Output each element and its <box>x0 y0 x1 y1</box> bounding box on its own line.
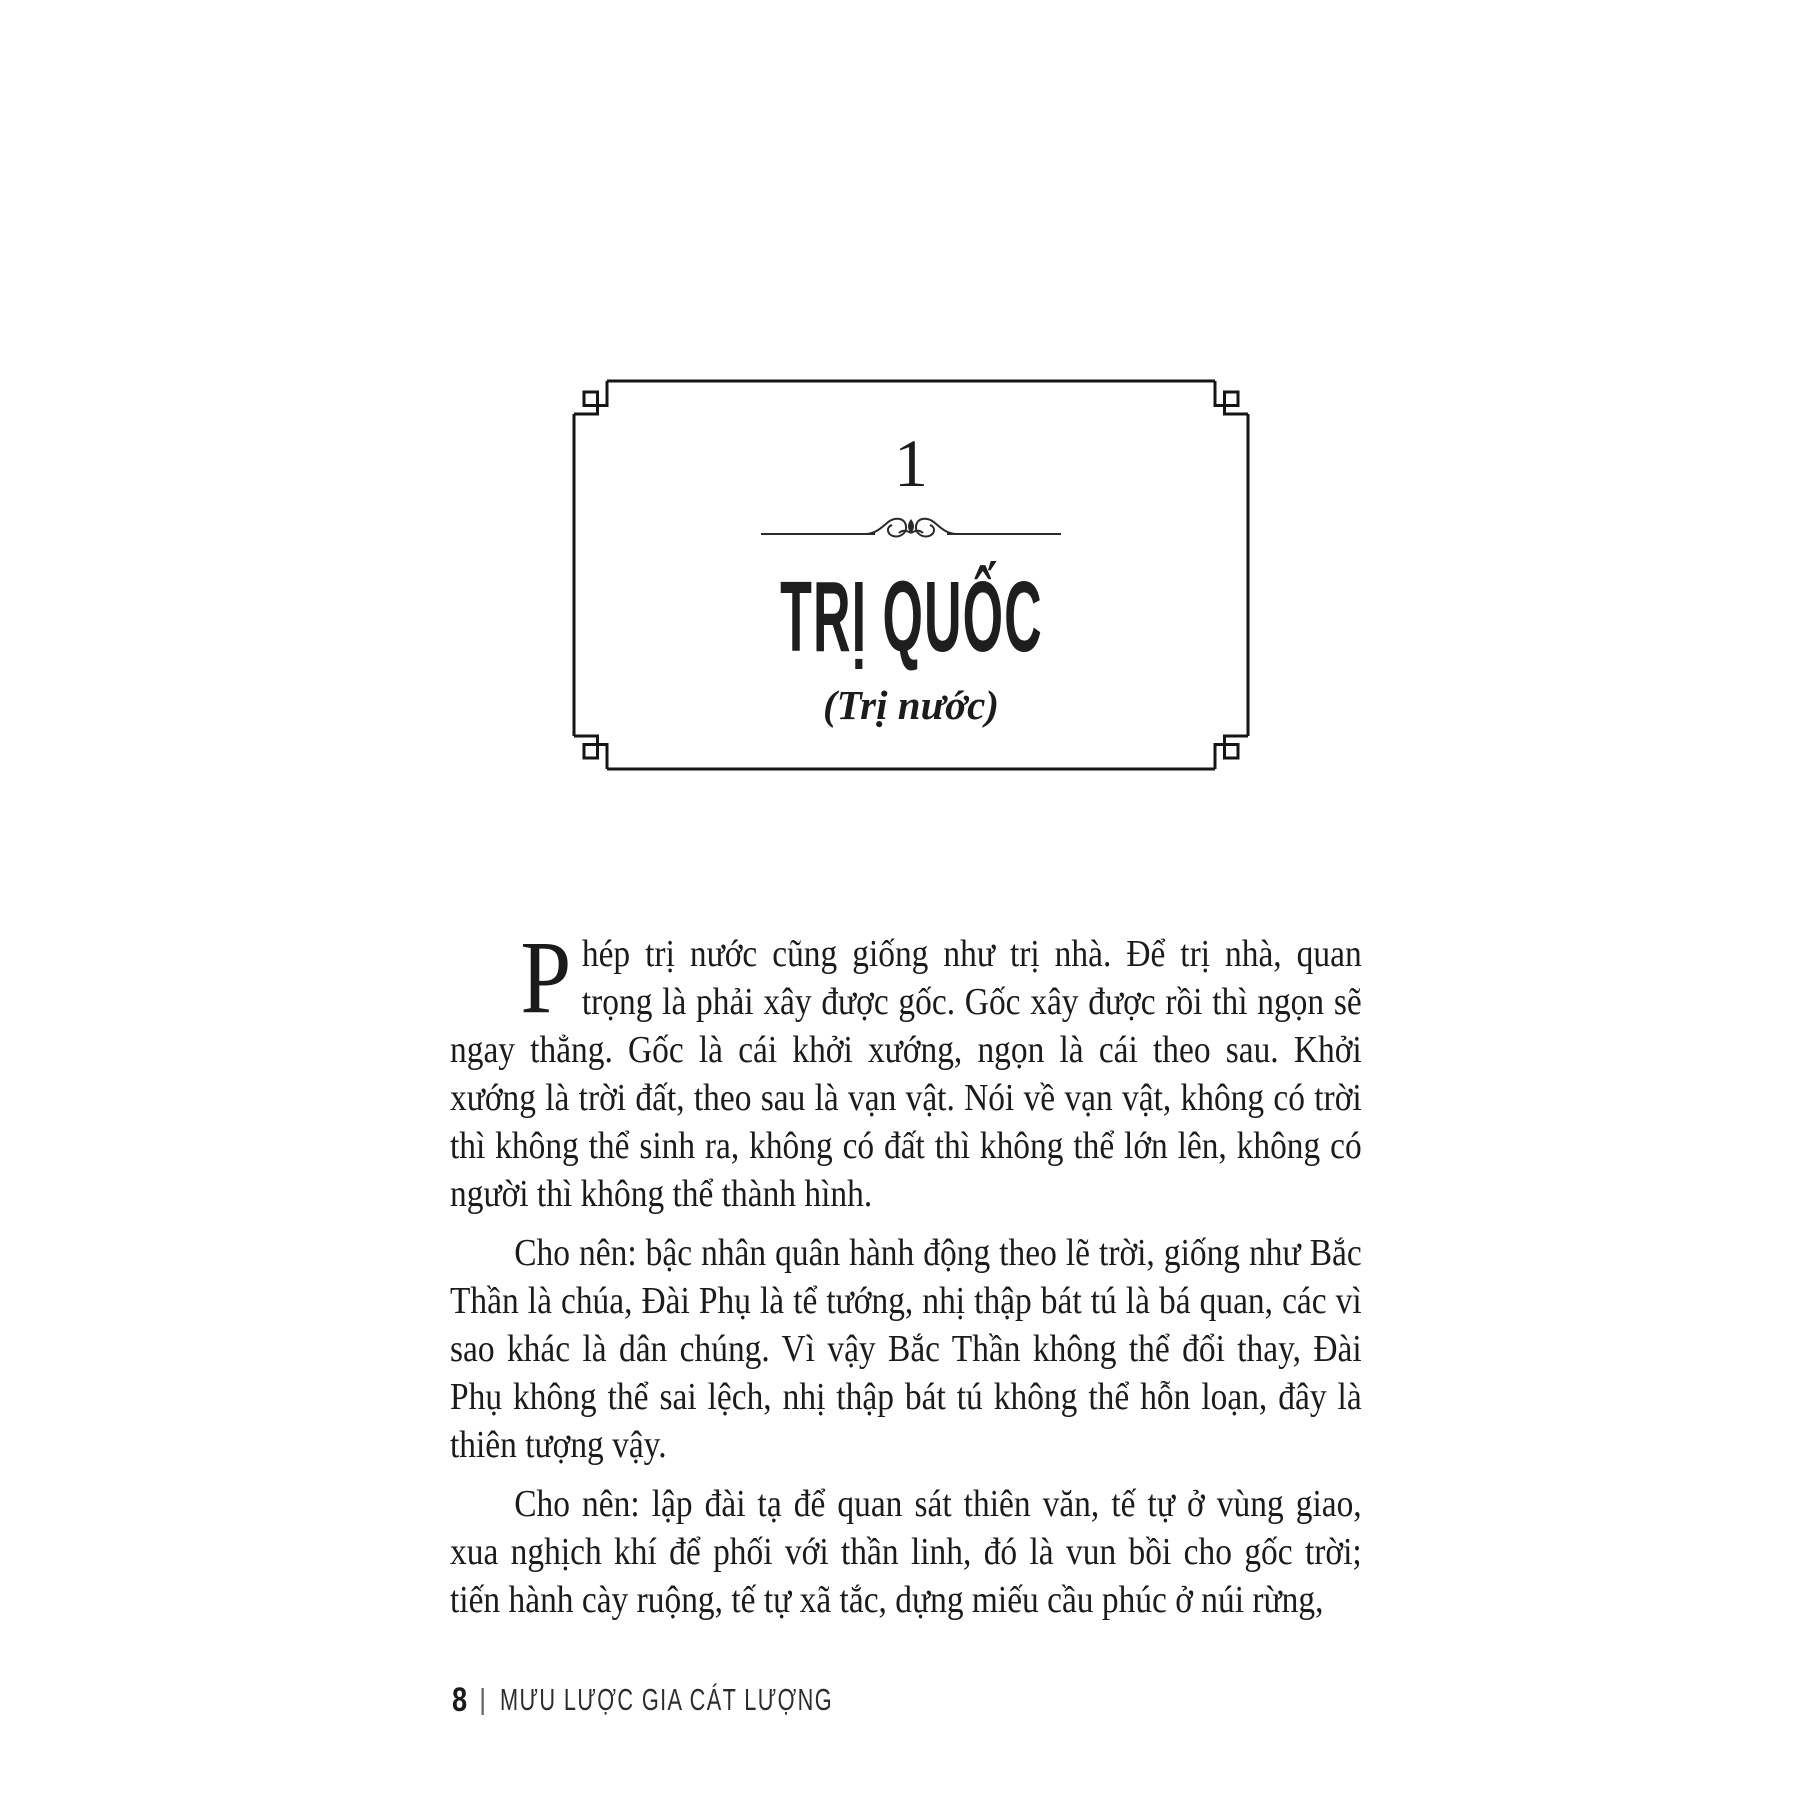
divider-ornament-icon <box>761 513 1061 553</box>
chapter-title-text: TRỊ QUỐC <box>779 561 1043 673</box>
book-title: MƯU LƯỢC GIA CÁT LƯỢNG <box>500 1682 834 1717</box>
chapter-number: 1 <box>894 425 928 501</box>
chapter-title <box>574 561 1248 673</box>
paragraph-1 <box>450 920 1362 1218</box>
chapter-subtitle: (Trị nước) <box>823 682 999 728</box>
page-number: 8 <box>452 1680 468 1719</box>
page-footer <box>452 1680 976 1720</box>
drop-cap: P <box>520 920 572 1035</box>
chapter-header <box>574 381 1248 769</box>
paragraph-2: Cho nên: bậc nhân quân hành động theo lẽ trời, giống như Bắc Thần là chúa, Đài Phụ là tể tướng, nhị thập bát tú là bá quan, các vì sao khác là dân chúng. Vì vậy Bắc Thần không thể đổi thay, Đài Phụ không thể sai lệch, nhị thập bát tú không thể hỗn loạn, đây là thiên tượng vậy. <box>450 1232 1362 1466</box>
paragraph-1-text: hép trị nước cũng giống như trị nhà. Để trị nhà, quan trọng là phải xây được gốc. Gốc xây được rồi thì ngọn sẽ ngay thẳng. Gốc là cái khởi xướng, ngọn là cái theo sau. Khởi xướng là trời đất, theo sau là vạn vật. Nói về vạn vật, không có trời thì không thể sinh ra, không có đất thì không thể lớn lên, không có người thì không thể thành hình. <box>450 933 1362 1215</box>
footer-separator: | <box>478 1683 487 1716</box>
paragraph-3: Cho nên: lập đài tạ để quan sát thiên văn, tế tự ở vùng giao, xua nghịch khí để phối với thần linh, đó là vun bồi cho gốc trời; tiến hành cày ruộng, tế tự xã tắc, dựng miếu cầu phúc ở núi rừng, <box>450 1483 1362 1621</box>
body-text-block <box>450 920 1362 1624</box>
